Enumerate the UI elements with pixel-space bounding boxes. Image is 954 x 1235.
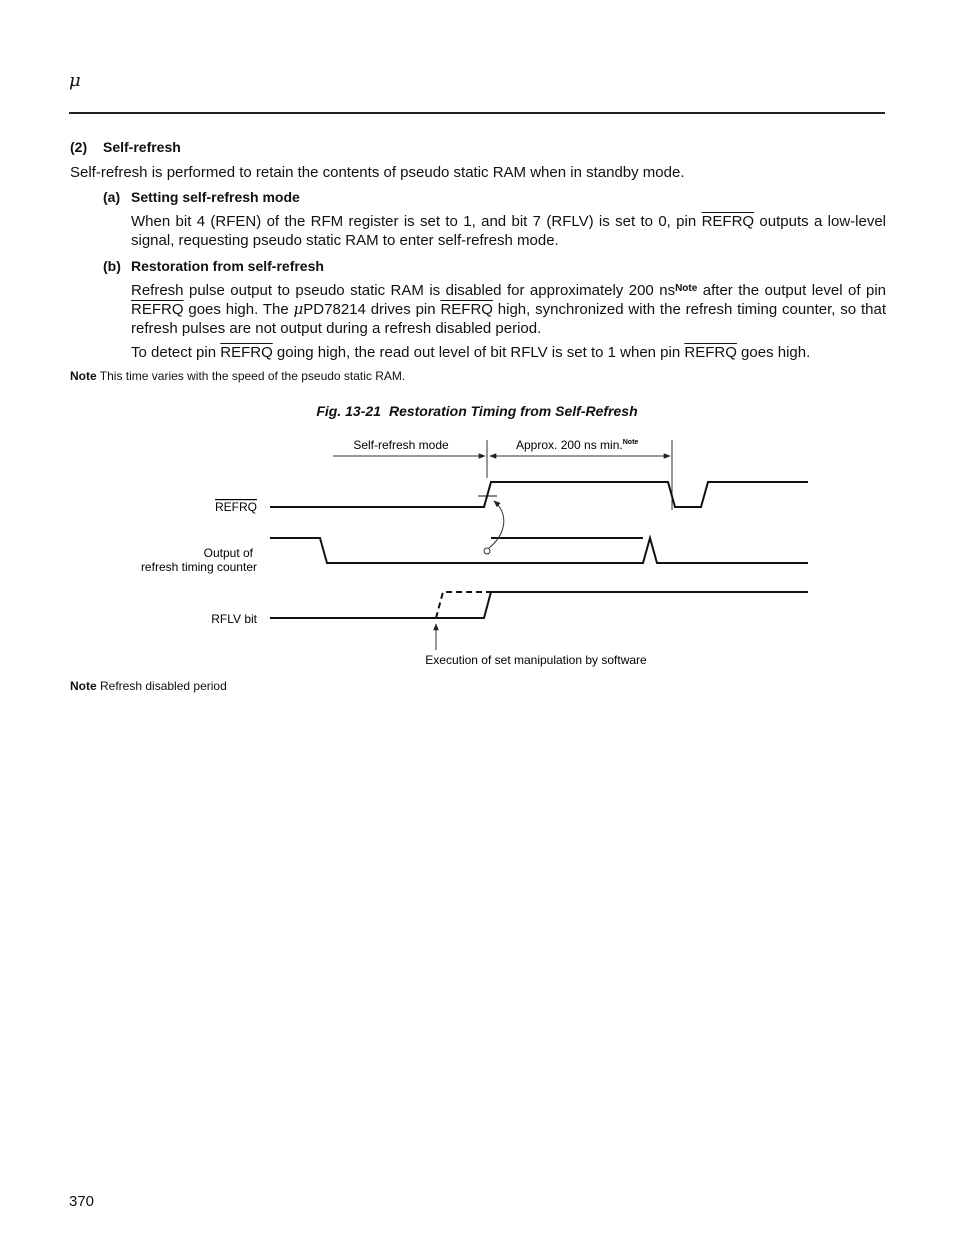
pin-refrq: REFRQ — [684, 344, 737, 361]
approx-note-mark: Note — [622, 439, 639, 446]
text-run: goes high. The — [183, 301, 294, 318]
figure-title: Restoration Timing from Self-Refresh — [388, 403, 638, 419]
signal-label-refrq: REFRQ — [215, 500, 257, 514]
note-label: Note — [70, 679, 97, 693]
section-number: (2) — [70, 139, 88, 155]
section-title: Self-refresh — [103, 139, 181, 155]
signal-label-counter-2: refresh timing counter — [140, 560, 257, 574]
header-mu-symbol: μ — [69, 70, 81, 91]
subsection-a-title: Setting self-refresh mode — [131, 189, 300, 205]
text-run: after the output level of pin — [697, 282, 886, 299]
approx-200ns-label — [516, 438, 638, 452]
subsection-a-number: (a) — [103, 189, 121, 205]
text-run: outputs a low-level signal, requesting pseudo static RAM to enter self-refresh mode. — [131, 213, 887, 249]
text-run: high, synchronized with the refresh timing counter, so that refresh pulses are not output during a refresh disabled period. — [131, 301, 886, 337]
signal-label-rflv: RFLV bit — [211, 612, 257, 626]
note-text: Refresh disabled period — [96, 679, 227, 693]
text-run: To detect pin — [131, 344, 221, 361]
text-run: When bit 4 (RFEN) of the RFM register is set to 1, and bit 7 (RFLV) is set to 0, pin — [131, 213, 702, 230]
waveform-rflv-dashed — [436, 592, 491, 618]
page-number: 370 — [69, 1193, 95, 1210]
self-refresh-mode-label: Self-refresh mode — [353, 438, 449, 452]
execution-label: Execution of set manipulation by software — [425, 653, 647, 667]
text-run: PD78214 drives pin — [303, 301, 441, 318]
counter-sync-point — [484, 548, 490, 554]
approx-text: Approx. 200 ns min. — [516, 438, 623, 452]
subsection-b-title: Restoration from self-refresh — [131, 258, 324, 274]
waveform-refrq — [270, 482, 808, 507]
pin-refrq: REFRQ — [131, 301, 184, 318]
note-2 — [70, 679, 227, 693]
signal-label-counter-1: Output of — [203, 546, 253, 560]
text-run: Refresh pulse output to pseudo static RAM is disabled for approximately 200 ns — [131, 282, 676, 299]
counter-guide — [270, 538, 650, 563]
figure-number: Fig. 13-21 — [316, 403, 381, 419]
note-label: Note — [70, 369, 97, 383]
note-text: This time varies with the speed of the pseudo static RAM. — [96, 369, 406, 383]
note-reference: Note — [675, 283, 698, 294]
text-run: going high, the read out level of bit RFLV is set to 1 when pin — [272, 344, 685, 361]
pin-refrq: REFRQ — [701, 213, 755, 230]
sync-curved-arrow — [489, 501, 504, 548]
section-intro: Self-refresh is performed to retain the contents of pseudo static RAM when in standby mode. — [70, 164, 685, 181]
pin-refrq: REFRQ — [440, 301, 493, 318]
text-run: goes high. — [736, 344, 811, 361]
subsection-b-number: (b) — [103, 258, 121, 274]
pin-refrq: REFRQ — [220, 344, 273, 361]
mu-symbol: μ — [293, 300, 304, 318]
waveform-rflv — [270, 592, 808, 618]
waveform-counter — [270, 538, 808, 563]
